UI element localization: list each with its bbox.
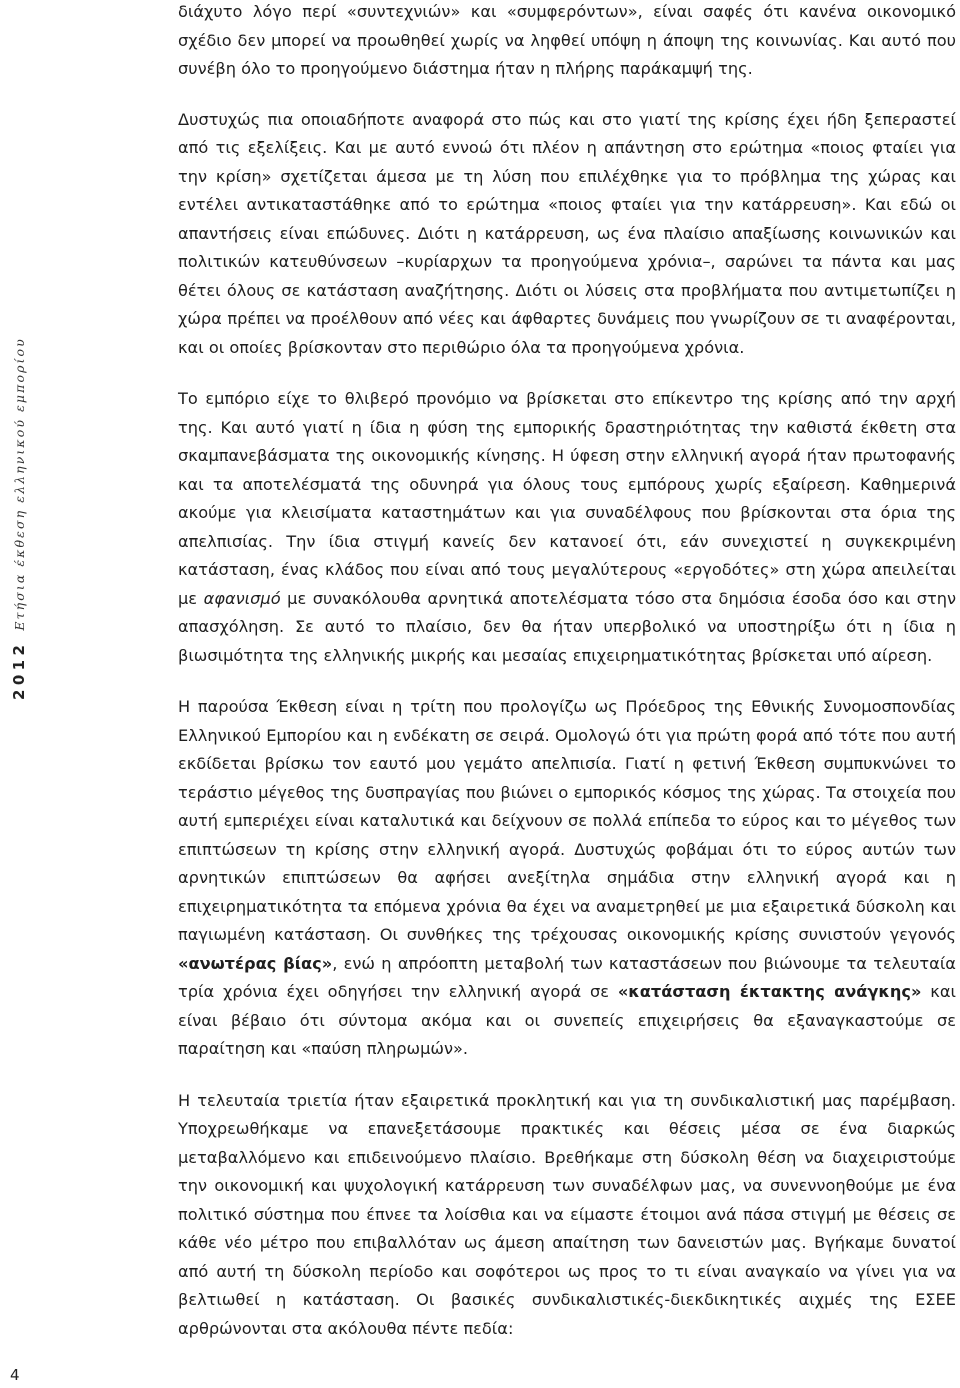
text-run: Η τελευταία τριετία ήταν εξαιρετικά προκλητική και για τη συνδικαλιστική μας παρέμβαση. Υποχρεωθήκαμε να επανεξετάσουμε πρακτικές και θέσεις μέσα σε ένα διαρκώς μεταβαλλόμενο και επιδεινούμενο πλαίσιο. Βρεθήκαμε στη δύσκολη θέση να διαχειριστούμε την οικονομική και ψυχολογική κατάρρευση των συναδέλφων μας, να συνεννοηθούμε με ένα πολιτικό σύστημα που έπνεε τα λοίσθια και να είμαστε έτοιμοι ανά πάσα στιγμή με θέσεις σε κάθε νέο μέτρο που επιβαλλόταν ως άμεση απαίτηση των δανειστών μας. Βγήκαμε δυνατοί από αυτή τη δύσκολη περίοδο και σοφότεροι ως προς το τι είναι αναγκαίο να γίνει για να βελτιωθεί η κατάσταση. Οι βασικές συνδικαλιστικές-διεκδικητικές αιχμές της ΕΣΕΕ αρθρώνονται στα ακόλουθα πέντε πεδία: — [178, 1090, 956, 1338]
italic-text: αφανισμό — [203, 588, 281, 608]
paragraph — [178, 106, 956, 363]
paragraph — [178, 0, 956, 84]
text-run: διάχυτο λόγο περί «συντεχνιών» και «συμφερόντων», είναι σαφές ότι κανένα οικονομικό σχέδιο δεν μπορεί να προωθηθεί χωρίς να ληφθεί υπόψη η άποψη της κοινωνίας. Και αυτό που συνέβη όλο το προηγούμενο διάστημα ήταν η πλήρης παράκαμψή της. — [178, 2, 956, 78]
page-number: 4 — [10, 1366, 20, 1384]
text-run: Η παρούσα Έκθεση είναι η τρίτη που προλογίζω ως Πρόεδρος της Εθνικής Συνομοσπονδίας Ελληνικού Εμπορίου και η ενδέκατη σε σειρά. Ομολογώ ότι για πρώτη φορά από τότε που αυτή εκδίδεται βρίσκω τον εαυτό μου γεμάτο απελπισία. Γιατί η φετινή Έκθεση συμπυκνώνει το τεράστιο μέγεθος της δυσπραγίας που βιώνει ο εμπορικός κόσμος της χώρας. Τα στοιχεία που αυτή εμπεριέχει είναι καταλυτικά και δείχνουν σε πολλά επίπεδα το εύρος και το μέγεθος των επιπτώσεων τη κρίσης στην ελληνική αγορά. Δυστυχώς φοβάμαι ότι το εύρος αυτών των αρνητικών επιπτώσεων θα αφήσει ανεξίτηλα σημάδια στην ελληνική αγορά και η επιχειρηματικότητα τα επόμενα χρόνια θα έχει να αναμετρηθεί με μια εξαιρετικά δύσκολη και παγιωμένη κατάσταση. Οι συνθήκες της τρέχουσας οικονομικής κρίσης συνιστούν γεγονός — [178, 697, 956, 944]
paragraph — [178, 1087, 956, 1344]
bold-text: «ανωτέρας βίας» — [178, 953, 333, 973]
bold-text: «κατάσταση έκτακτης ανάγκης» — [617, 982, 922, 1001]
text-run: και είναι βέβαιο ότι σύντομα ακόμα και οι συνεπείς επιχειρήσεις θα εξαναγκαστούμε σε παραίτηση και «παύση πληρωμών». — [178, 982, 956, 1058]
report-title: Ετήσια έκθεση ελληνικού εμπορίου — [12, 337, 27, 631]
running-header-vertical — [10, 337, 28, 700]
text-run: με συνακόλουθα αρνητικά αποτελέσματα τόσο στα δημόσια έσοδα όσο και στην απασχόληση. Σε αυτό το πλαίσιο, δεν θα ήταν υπερβολικό να υποστηρίξω ότι η ίδια η βιωσιμότητα της ελληνικής μικρής και μεσαίας επιχειρηματικότητας βρίσκεται υπό αίρεση. — [178, 588, 957, 665]
paragraph — [178, 693, 956, 1064]
body-text — [178, 0, 956, 1366]
report-year: 2012 — [10, 640, 28, 700]
text-run: Δυστυχώς πια οποιαδήποτε αναφορά στο πώς και στο γιατί της κρίσης έχει ήδη ξεπεραστεί από τις εξελίξεις. Και με αυτό εννοώ ότι πλέον η απάντηση στο ερώτημα «ποιος φταίει για την κρίση» σχετίζεται άμεσα με τη λύση που επιλέχθηκε για το πρόβλημα της χώρας και εντέλει αντικαταστάθηκε από το ερώτημα «ποιος φταίει για την κατάρρευση». Και εδώ οι απαντήσεις είναι επώδυνες. Διότι η κατάρρευση, ως ένα πλαίσιο απαξίωσης κοινωνικών και πολιτικών κατευθύνσεων –κυρίαρχων τα προηγούμενα χρόνια–, σαρώνει τα πάντα και μας θέτει όλους σε κατάσταση αναζήτησης. Διότι οι λύσεις στα προβλήματα που αντιμετωπίζει η χώρα πρέπει να προέλθουν από νέες και άφθαρτες δυνάμεις που γνωρίζουν σε τι αναφέρονται, και οι οποίες βρίσκονταν στο περιθώριο όλα τα προηγούμενα χρόνια. — [178, 109, 956, 357]
text-run: , ενώ η απρόοπτη μεταβολή των καταστάσεων που βιώνουμε τα τελευταία τρία χρόνια έχει οδηγήσει την ελληνική αγορά σε — [178, 953, 956, 1001]
paragraph — [178, 385, 956, 670]
text-run: Το εμπόριο είχε το θλιβερό προνόμιο να βρίσκεται στο επίκεντρο της κρίσης από την αρχή της. Και αυτό γιατί η ίδια η φύση της εμπορικής δραστηριότητας την καθιστά έκθετη στα σκαμπανεβάσματα της οικονομικής κίνησης. Η ύφεση στην ελληνική αγορά ήταν πρωτοφανής και τα αποτελέσματά της οδυνηρά για όλους τους εμπόρους χωρίς εξαίρεση. Καθημερινά ακούμε για κλεισίματα καταστημάτων και για συναδέλφους που βρίσκονται στα όρια της απελπισίας. Την ίδια στιγμή κανείς δεν κατανοεί ότι, εάν συνεχιστεί η συγκεκριμένη κατάσταση, ένας κλάδος που είναι από τους μεγαλύτερους «εργοδότες» στη χώρα απειλείται με — [178, 389, 956, 608]
